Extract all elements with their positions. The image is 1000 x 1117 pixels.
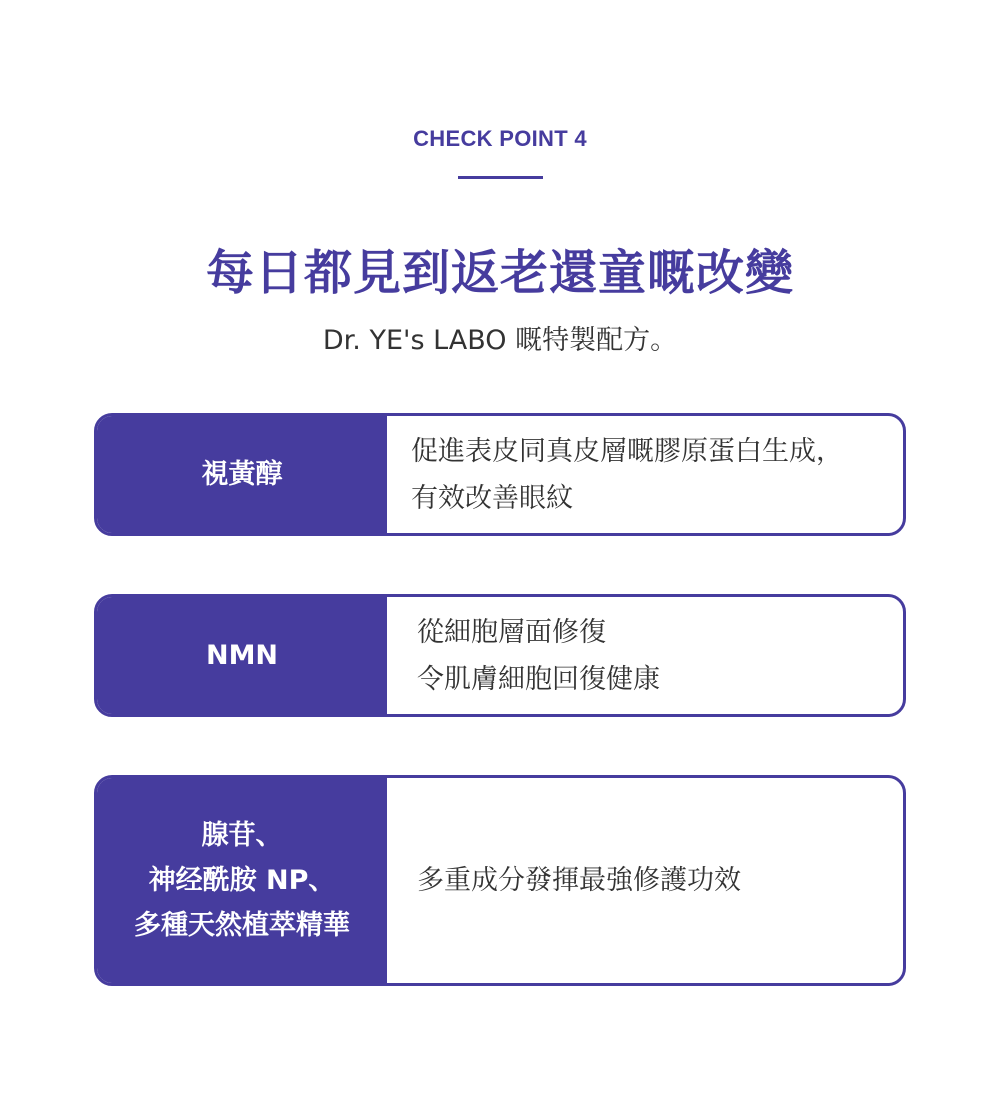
ingredient-name — [97, 778, 387, 983]
ingredient-name-line: 多種天然植萃精華 — [134, 910, 350, 941]
ingredient-description-line: 有效改善眼紋 — [411, 482, 573, 514]
ingredient-description-line: 令肌膚細胞回復健康 — [417, 663, 660, 695]
ingredient-card-nmn — [94, 594, 906, 717]
page-title: 每日都見到返老還童嘅改變 — [205, 245, 794, 301]
ingredient-description — [387, 778, 903, 983]
page-subtitle: Dr. YE's LABO 嘅特製配方。 — [322, 325, 678, 356]
ingredient-name — [97, 416, 387, 533]
ingredient-description-line: 從細胞層面修復 — [417, 616, 606, 648]
ingredient-name-line: 視黃醇 — [201, 459, 283, 490]
ingredient-name-line: NMN — [205, 640, 279, 671]
ingredient-description — [387, 597, 903, 714]
check-point-label: CHECK POINT 4 — [413, 126, 587, 151]
ingredient-card-retinol — [94, 413, 906, 536]
ingredient-description-line: 促進表皮同真皮層嘅膠原蛋白生成， — [411, 435, 843, 467]
ingredient-card-adenosine — [94, 775, 906, 986]
ingredient-description — [387, 416, 903, 533]
ingredient-name — [97, 597, 387, 714]
ingredient-name-line: 神经酰胺 NP、 — [148, 865, 336, 896]
title-divider — [458, 176, 543, 179]
ingredient-description-line: 多重成分發揮最強修護功效 — [417, 865, 741, 896]
ingredient-name-line: 腺苷、 — [201, 820, 283, 851]
